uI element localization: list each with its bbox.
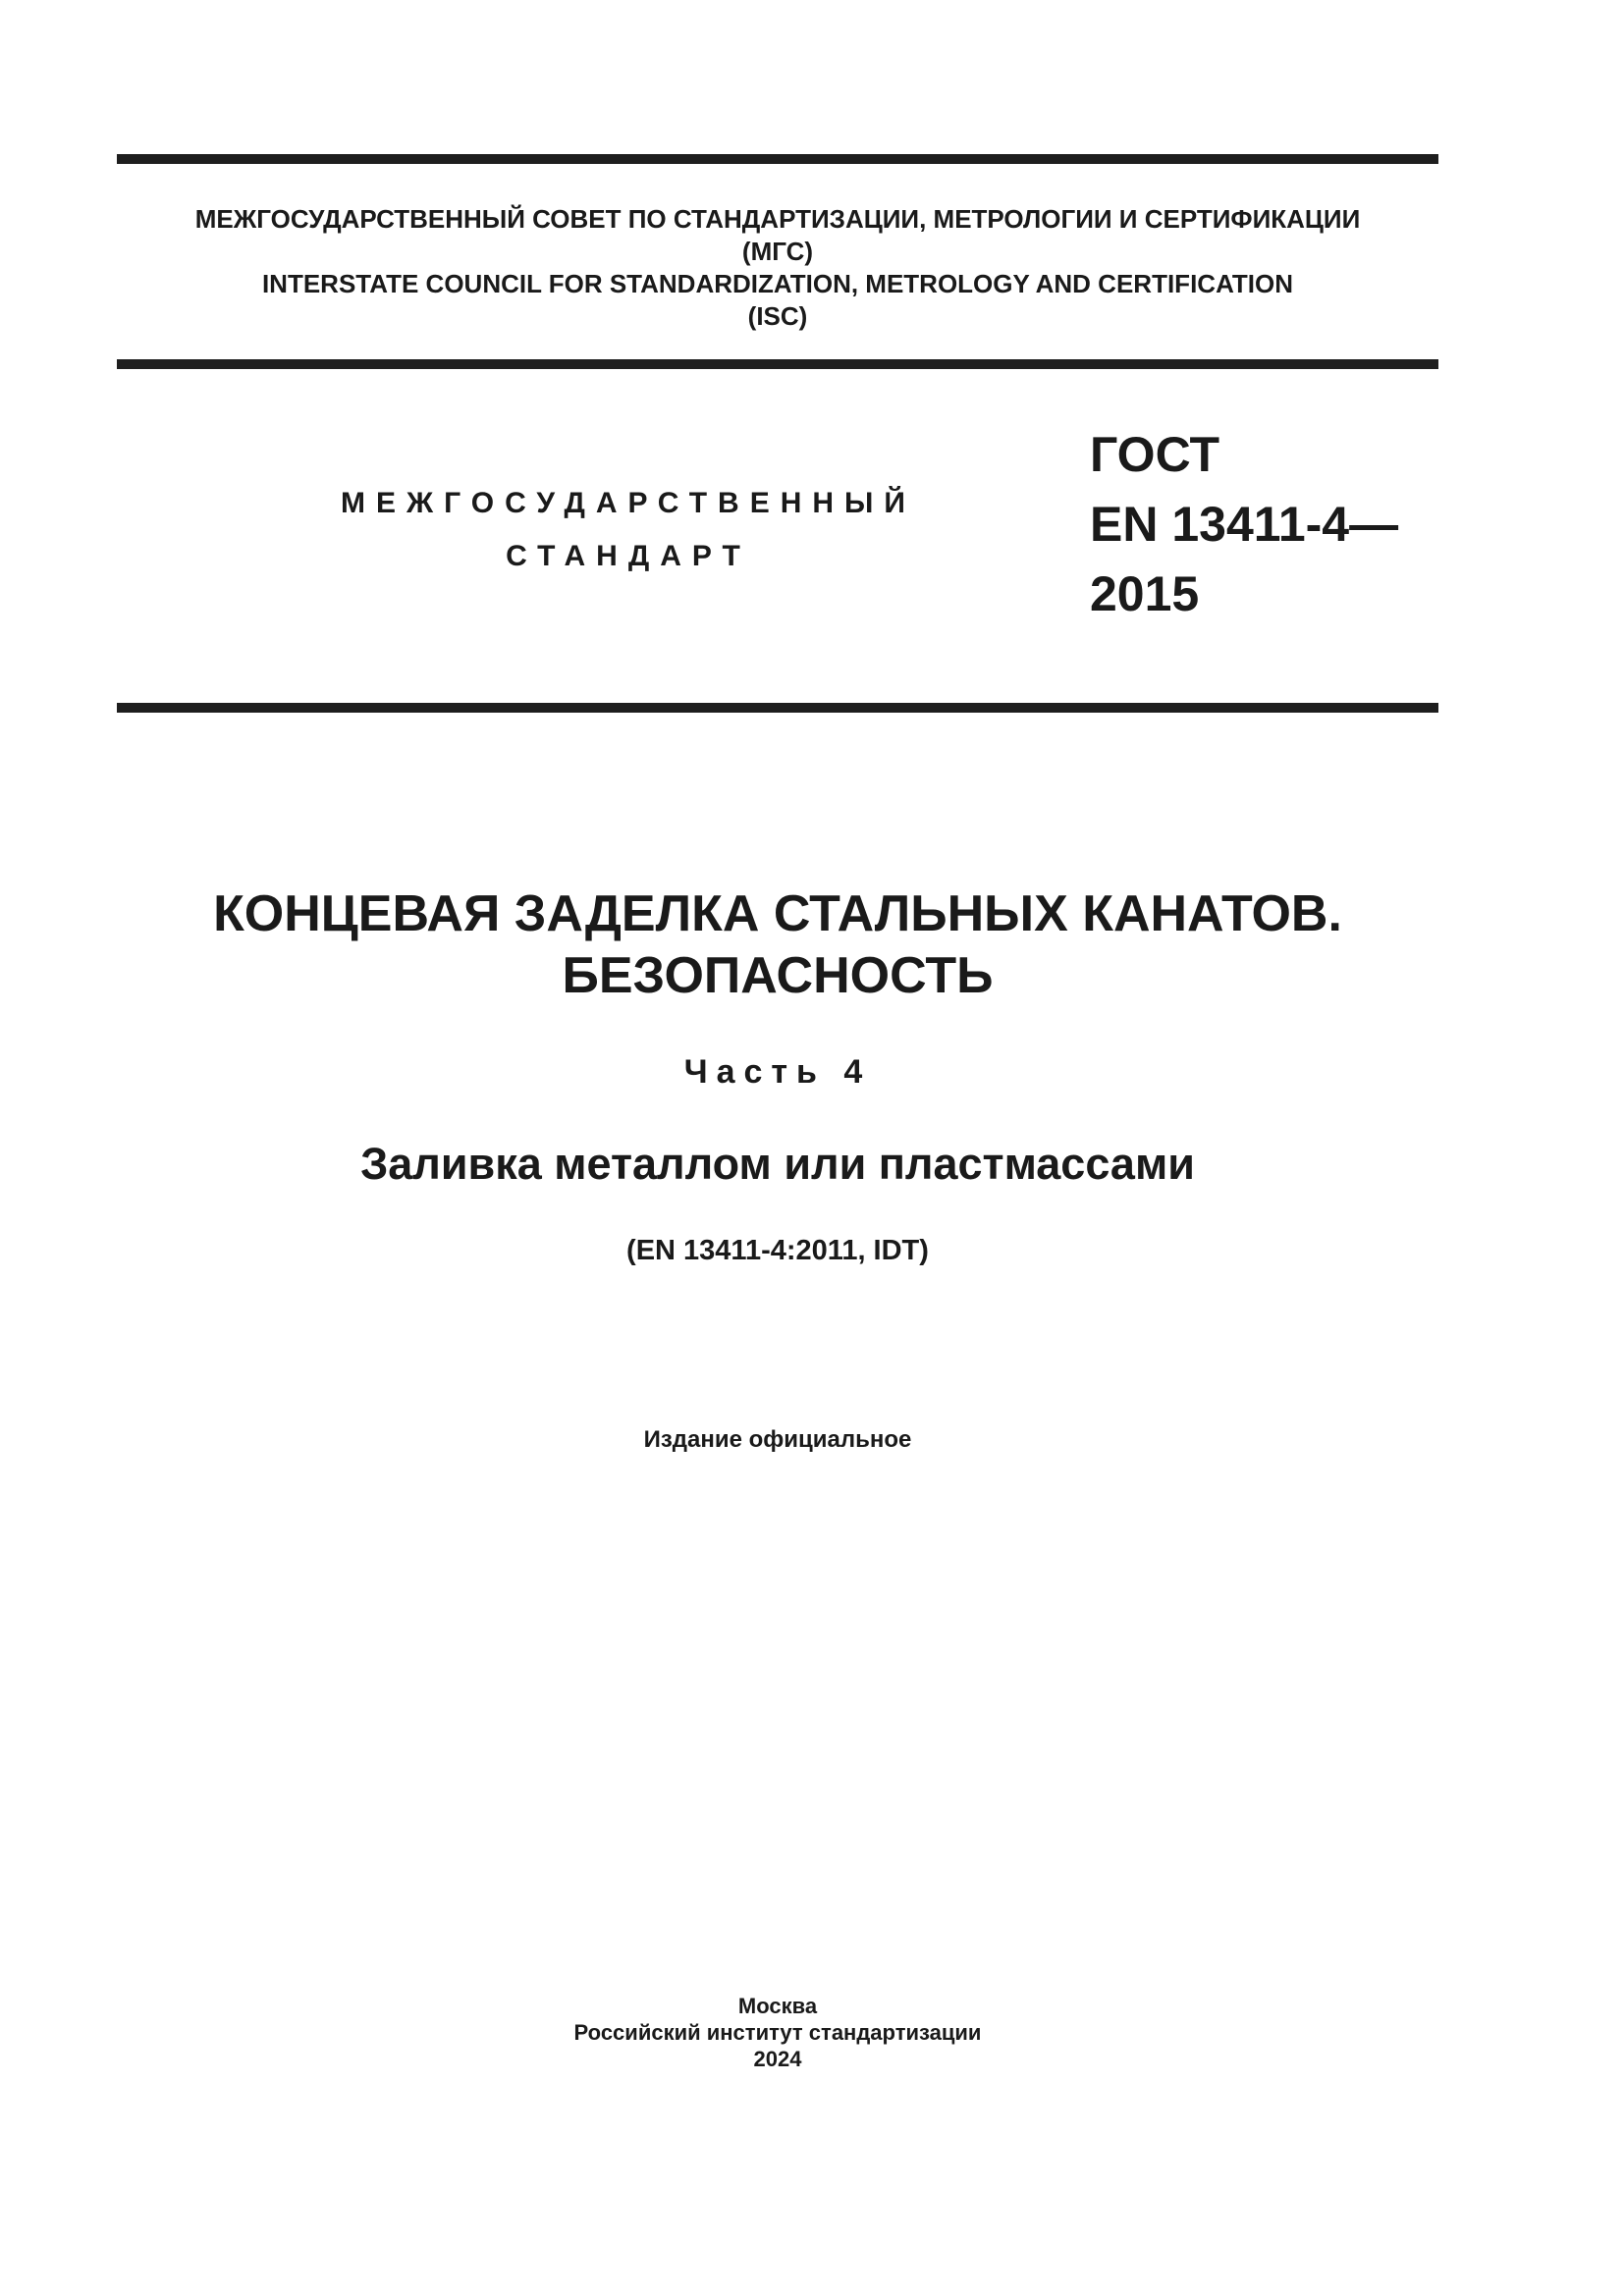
standard-type-line-2: СТАНДАРТ bbox=[506, 540, 751, 572]
part-subtitle: Заливка металлом или пластмассами bbox=[360, 1139, 1195, 1189]
imprint-publisher: Российский институт стандартизации bbox=[573, 2020, 982, 2045]
edition-note: Издание официальное bbox=[643, 1426, 912, 1453]
imprint-year: 2024 bbox=[753, 2047, 802, 2071]
council-name-ru: МЕЖГОСУДАРСТВЕННЫЙ СОВЕТ ПО СТАНДАРТИЗАЦИИ, МЕТРОЛОГИИ И СЕРТИФИКАЦИИ bbox=[194, 204, 1361, 234]
council-abbr-ru: (МГС) bbox=[741, 237, 814, 266]
document-title bbox=[117, 883, 1438, 1007]
designation-line-2: EN 13411-4— bbox=[1090, 497, 1399, 552]
title-line-2: БЕЗОПАСНОСТЬ bbox=[562, 947, 994, 1004]
council-header bbox=[117, 203, 1438, 333]
imprint bbox=[117, 1993, 1438, 2072]
standard-designation bbox=[1090, 420, 1398, 629]
part-number: Часть 4 bbox=[683, 1053, 872, 1091]
council-name-en: INTERSTATE COUNCIL FOR STANDARDIZATION, METROLOGY AND CERTIFICATION bbox=[261, 269, 1294, 298]
designation-line-1: ГОСТ bbox=[1090, 427, 1219, 482]
council-abbr-en: (ISC) bbox=[747, 301, 808, 331]
standard-type bbox=[275, 477, 982, 583]
standard-type-line-1: МЕЖГОСУДАРСТВЕННЫЙ bbox=[341, 487, 916, 519]
source-reference: (EN 13411-4:2011, IDT) bbox=[626, 1235, 929, 1266]
title-line-1: КОНЦЕВАЯ ЗАДЕЛКА СТАЛЬНЫХ КАНАТОВ. bbox=[213, 885, 1342, 942]
council-rule bbox=[117, 359, 1438, 369]
header-bottom-rule bbox=[117, 703, 1438, 713]
designation-line-3: 2015 bbox=[1090, 566, 1200, 621]
top-rule bbox=[117, 154, 1438, 164]
imprint-city: Москва bbox=[737, 1994, 818, 2018]
